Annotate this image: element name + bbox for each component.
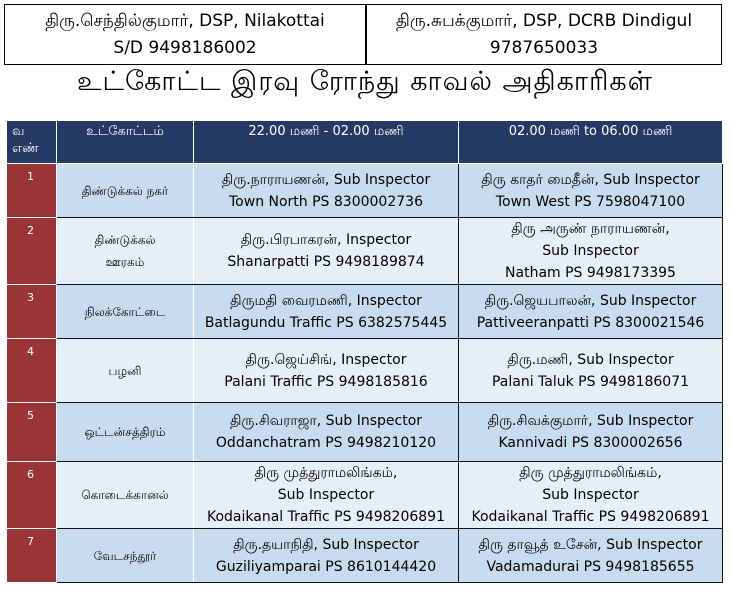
table-row xyxy=(7,218,723,285)
subdivision-cell-line: பழனி xyxy=(108,363,142,378)
shift2-officer-cell-line: Kodaikanal Traffic PS 9498206891 xyxy=(471,509,710,525)
page-title: உட்கோட்ட இரவு ரோந்து காவல் அதிகாரிகள் xyxy=(76,66,654,97)
shift1-officer-cell-line: Batlagundu Traffic PS 6382575445 xyxy=(204,314,448,331)
shift2-officer-cell xyxy=(459,339,723,403)
shift2-officer-cell xyxy=(459,218,723,285)
shift1-officer-cell-line: திரு முத்துராமலிங்கம், xyxy=(254,465,398,481)
shift2-officer-cell-line: Sub Inspector xyxy=(542,243,639,259)
shift1-officer-cell-line: திரு.நாராயணன், Sub Inspector xyxy=(221,171,431,188)
table-row xyxy=(7,403,723,462)
subdivision-cell xyxy=(57,529,194,583)
shift1-officer-cell-line: Shanarpatti PS 9498189874 xyxy=(227,254,425,270)
night-patrol-table xyxy=(6,120,723,583)
shift1-officer-cell-line: திரு.சிவராஜா, Sub Inspector xyxy=(229,413,423,429)
serial-header-line2: எண் xyxy=(12,141,39,156)
shift2-officer-cell-line: திரு முத்துராமலிங்கம், xyxy=(519,465,662,481)
row-serial-number: 1 xyxy=(7,164,57,218)
shift2-officer-cell-line: திரு.மணி, Sub Inspector xyxy=(507,351,674,368)
shift2-officer-cell xyxy=(459,529,723,583)
subdivision-cell-line: ஒட்டன்சத்திரம் xyxy=(84,425,166,439)
subdivision-cell-line: ஊரகம் xyxy=(105,255,145,269)
shift2-officer-cell-line: Natham PS 9498173395 xyxy=(505,265,676,281)
shift1-officer-cell-line: திரு.தயாநிதி, Sub Inspector xyxy=(233,536,419,553)
subdivision-cell-line: வேடசந்தூர் xyxy=(93,548,157,563)
table-row xyxy=(7,529,723,583)
shift2-officer-cell-line: Town West PS 7598047100 xyxy=(495,193,686,210)
shift2-officer-cell xyxy=(459,462,723,529)
shift1-officer-cell xyxy=(194,462,459,529)
subdivision-cell xyxy=(57,218,194,285)
table-row xyxy=(7,164,723,218)
dsp-dcrb-phone: 9787650033 xyxy=(489,37,599,58)
shift1-officer-cell-line: திருமதி வைரமணி, Inspector xyxy=(230,292,422,309)
serial-header-line1: வ xyxy=(12,124,25,139)
shift2-officer-cell xyxy=(459,285,723,339)
shift2-officer-cell xyxy=(459,403,723,462)
shift2-officer-cell-line: திரு தாவூத் உசேன், Sub Inspector xyxy=(478,536,703,553)
shift2-officer-cell-line: திரு அருண் நாராயணன், xyxy=(511,221,670,237)
shift2-officer-cell-line: Vadamadurai PS 9498185655 xyxy=(486,558,695,575)
dsp-nilakottai-box xyxy=(4,4,366,65)
subdivision-cell-line: நிலக்கோட்டை xyxy=(84,304,166,319)
table-row xyxy=(7,285,723,339)
shift2-officer-cell-line: திரு.சிவக்குமார், Sub Inspector xyxy=(487,413,694,429)
shift1-officer-cell-line: திரு.பிரபாகரன், Inspector xyxy=(240,232,412,248)
column-header-serial xyxy=(7,121,57,164)
dsp-dcrb-name: திரு.சுபக்குமார், DSP, DCRB Dindigul xyxy=(395,10,693,31)
row-serial-number: 7 xyxy=(7,529,57,583)
shift2-officer-cell-line: திரு காதர் மைதீன், Sub Inspector xyxy=(481,171,700,188)
shift2-officer-cell-line: Palani Taluk PS 9498186071 xyxy=(491,373,690,390)
shift2-officer-cell-line: Pattiveeranpatti PS 8300021546 xyxy=(476,314,705,331)
shift1-officer-cell-line: Sub Inspector xyxy=(277,487,375,503)
row-serial-number: 4 xyxy=(7,339,57,403)
shift1-officer-cell-line: Kodaikanal Traffic PS 9498206891 xyxy=(207,509,445,525)
column-header-shift2: 02.00 மணி to 06.00 மணி xyxy=(459,121,723,164)
shift1-officer-cell xyxy=(194,285,459,339)
table-row xyxy=(7,339,723,403)
subdivision-cell-line: திண்டுக்கல் xyxy=(94,233,156,247)
table-row xyxy=(7,462,723,529)
subdivision-cell xyxy=(57,339,194,403)
shift1-officer-cell xyxy=(194,218,459,285)
shift1-officer-cell xyxy=(194,339,459,403)
shift1-officer-cell-line: Guziliyamparai PS 8610144420 xyxy=(215,558,437,575)
subdivision-cell-line: திண்டுக்கல் நகர் xyxy=(81,183,169,198)
shift2-officer-cell xyxy=(459,164,723,218)
column-header-shift1: 22.00 மணி - 02.00 மணி xyxy=(194,121,459,164)
subdivision-cell xyxy=(57,164,194,218)
table-body xyxy=(7,164,723,583)
dsp-dcrb-box xyxy=(366,4,722,65)
shift1-officer-cell-line: Oddanchatram PS 9498210120 xyxy=(215,435,437,451)
shift1-officer-cell-line: திரு.ஜெய்சிங், Inspector xyxy=(245,351,407,368)
shift1-officer-cell xyxy=(194,403,459,462)
shift1-officer-cell-line: Town North PS 8300002736 xyxy=(229,193,423,210)
subdivision-cell xyxy=(57,403,194,462)
column-header-subdivision: உட்கோட்டம் xyxy=(57,121,194,164)
subdivision-cell-line: கொடைக்கானல் xyxy=(81,488,169,502)
shift2-officer-cell-line: Sub Inspector xyxy=(542,487,639,503)
row-serial-number: 5 xyxy=(7,403,57,462)
shift1-officer-cell xyxy=(194,164,459,218)
row-serial-number: 2 xyxy=(7,218,57,285)
shift1-officer-cell-line: Palani Traffic PS 9498185816 xyxy=(224,373,428,390)
dsp-nilakottai-phone: S/D 9498186002 xyxy=(113,37,257,58)
table-header-row xyxy=(7,121,723,164)
shift1-officer-cell xyxy=(194,529,459,583)
subdivision-cell xyxy=(57,462,194,529)
dsp-nilakottai-name: திரு.செந்தில்குமார், DSP, Nilakottai xyxy=(45,10,325,31)
shift2-officer-cell-line: திரு.ஜெயபாலன், Sub Inspector xyxy=(484,292,697,309)
row-serial-number: 6 xyxy=(7,462,57,529)
subdivision-cell xyxy=(57,285,194,339)
row-serial-number: 3 xyxy=(7,285,57,339)
shift2-officer-cell-line: Kannivadi PS 8300002656 xyxy=(498,435,683,451)
